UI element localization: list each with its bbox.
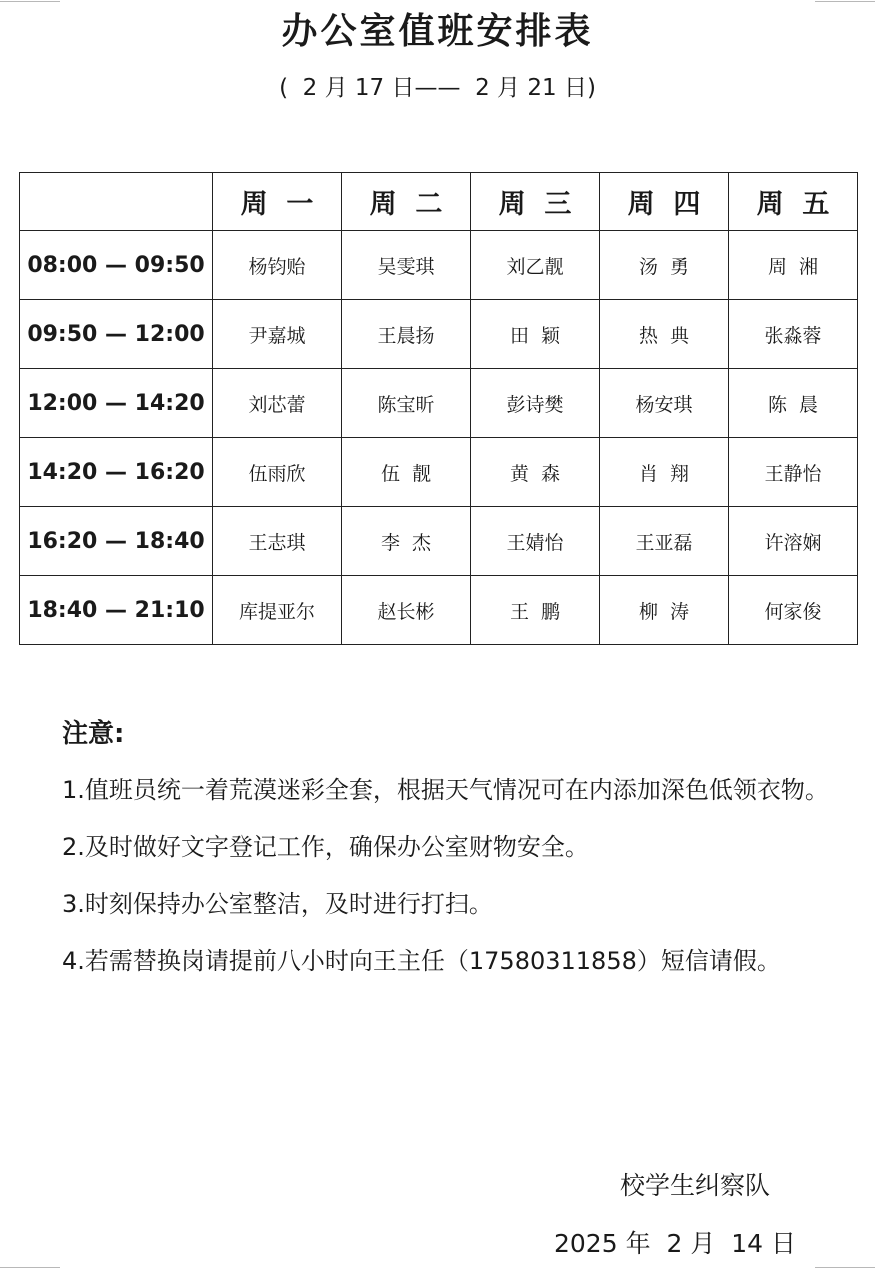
duty-name: 王婧怡 (471, 507, 600, 576)
header-wednesday: 周 三 (471, 173, 600, 231)
header-friday: 周 五 (729, 173, 858, 231)
duty-name: 汤 勇 (600, 231, 729, 300)
duty-name: 李 杰 (342, 507, 471, 576)
table-row (20, 438, 858, 507)
table-row (20, 300, 858, 369)
note-item: 1.值班员统一着荒漠迷彩全套，根据天气情况可在内添加深色低领衣物。 (62, 776, 829, 804)
duty-name: 尹嘉城 (213, 300, 342, 369)
duty-name: 王 鹏 (471, 576, 600, 645)
duty-name: 杨安琪 (600, 369, 729, 438)
duty-name: 肖 翔 (600, 438, 729, 507)
duty-name: 黄 森 (471, 438, 600, 507)
duty-schedule-table (19, 172, 858, 645)
duty-name: 伍雨欣 (213, 438, 342, 507)
page-corner-mark (0, 1, 60, 2)
time-slot: 09:50 — 12:00 (20, 300, 213, 369)
table-row (20, 507, 858, 576)
duty-name: 许溶娴 (729, 507, 858, 576)
time-slot: 16:20 — 18:40 (20, 507, 213, 576)
notes-heading: 注意: (62, 719, 125, 749)
duty-name: 周 湘 (729, 231, 858, 300)
note-item: 2.及时做好文字登记工作，确保办公室财物安全。 (62, 833, 589, 861)
note-item: 4.若需替换岗请提前八小时向王主任（17580311858）短信请假。 (62, 947, 781, 975)
page-corner-mark (815, 1267, 875, 1268)
page-corner-mark (0, 1267, 60, 1268)
signature-date: 2025 年 2 月 14 日 (554, 1229, 796, 1258)
page-title: 办公室值班安排表 (281, 11, 594, 52)
time-slot: 12:00 — 14:20 (20, 369, 213, 438)
duty-name: 柳 涛 (600, 576, 729, 645)
duty-name: 田 颖 (471, 300, 600, 369)
table-row (20, 231, 858, 300)
duty-name: 陈宝昕 (342, 369, 471, 438)
table-row (20, 369, 858, 438)
table-row (20, 576, 858, 645)
note-item: 3.时刻保持办公室整洁，及时进行打扫。 (62, 890, 493, 918)
duty-name: 王志琪 (213, 507, 342, 576)
duty-name: 杨钧贻 (213, 231, 342, 300)
header-monday: 周 一 (213, 173, 342, 231)
duty-name: 张淼蓉 (729, 300, 858, 369)
notes-section (62, 706, 852, 990)
time-slot: 14:20 — 16:20 (20, 438, 213, 507)
duty-name: 热 典 (600, 300, 729, 369)
duty-name: 伍 靓 (342, 438, 471, 507)
time-slot: 08:00 — 09:50 (20, 231, 213, 300)
duty-name: 陈 晨 (729, 369, 858, 438)
signature-organization: 校学生纠察队 (620, 1171, 771, 1200)
time-slot: 18:40 — 21:10 (20, 576, 213, 645)
duty-name: 库提亚尔 (213, 576, 342, 645)
header-thursday: 周 四 (600, 173, 729, 231)
duty-name: 刘芯蕾 (213, 369, 342, 438)
duty-name: 何家俊 (729, 576, 858, 645)
header-cell-blank (20, 173, 213, 231)
duty-name: 王静怡 (729, 438, 858, 507)
duty-name: 赵长彬 (342, 576, 471, 645)
duty-name: 吴雯琪 (342, 231, 471, 300)
table-header-row (20, 173, 858, 231)
page-corner-mark (815, 1, 875, 2)
duty-name: 王亚磊 (600, 507, 729, 576)
duty-name: 彭诗樊 (471, 369, 600, 438)
date-range: ( 2 月 17 日—— 2 月 21 日) (279, 75, 596, 101)
duty-name: 王晨扬 (342, 300, 471, 369)
header-tuesday: 周 二 (342, 173, 471, 231)
duty-name: 刘乙靓 (471, 231, 600, 300)
